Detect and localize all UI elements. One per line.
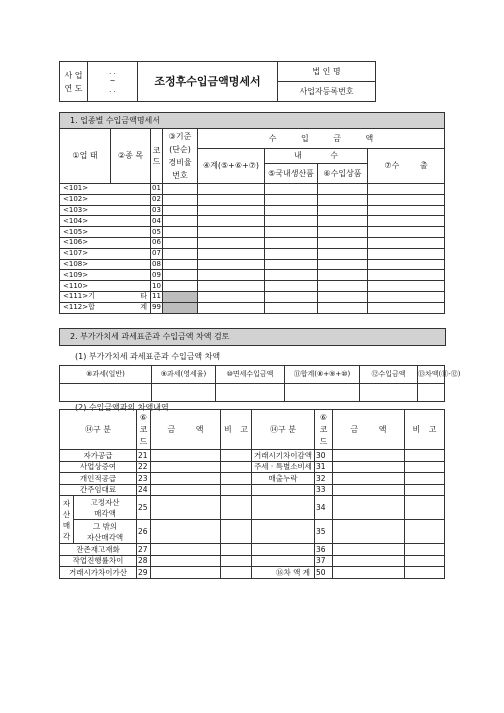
left-amount-cell[interactable]: [151, 473, 221, 485]
domestic-amount-cell[interactable]: [265, 184, 318, 195]
left-amount-cell[interactable]: [151, 484, 221, 496]
right-code: 36: [315, 544, 333, 556]
section2-title: 2. 부가가치세 과세표준과 수입금액 차액 검토: [59, 328, 446, 346]
right-note-cell[interactable]: [405, 567, 445, 579]
left-code: 28: [137, 555, 151, 567]
biz-year-label: 사 업 연 도: [60, 62, 88, 102]
right-amount-cell[interactable]: [333, 567, 405, 579]
right-note-cell[interactable]: [405, 450, 445, 462]
standard-rate-cell[interactable]: [163, 270, 198, 281]
imported-amount-cell[interactable]: [318, 248, 368, 259]
right-category: 매출누락: [252, 473, 315, 485]
difference-table: [59, 409, 445, 579]
domestic-amount-cell[interactable]: [265, 237, 318, 248]
right-category: [252, 520, 315, 544]
domestic-header: 내 수: [265, 149, 368, 164]
standard-rate-cell[interactable]: [163, 237, 198, 248]
total-amount-cell[interactable]: [198, 259, 265, 270]
right-amount-cell[interactable]: [333, 555, 405, 567]
col-export: ⑦수 출: [368, 149, 445, 184]
left-note-cell[interactable]: [221, 544, 252, 556]
difference-row: [60, 496, 445, 520]
standard-rate-cell[interactable]: [163, 216, 198, 227]
difference-row: [60, 544, 445, 556]
left-amount-cell[interactable]: [151, 461, 221, 473]
industry-row-label: <110>: [60, 281, 151, 292]
vat-col-head: ⑪합계(⑧+⑨+⑩): [285, 366, 360, 384]
left-category: 개인적공급: [60, 473, 137, 485]
left-category: 잔존재고재화: [60, 544, 137, 556]
industry-row-label: <102>: [60, 194, 151, 205]
export-amount-cell[interactable]: [368, 291, 445, 302]
right-code: 32: [315, 473, 333, 485]
vat-value-cell[interactable]: [152, 384, 216, 402]
imported-amount-cell[interactable]: [318, 194, 368, 205]
left-code-head: ⑥ 코 드: [137, 410, 151, 450]
standard-rate-cell[interactable]: [163, 227, 198, 238]
right-category: 거래시기차이감액: [252, 450, 315, 462]
export-amount-cell[interactable]: [368, 194, 445, 205]
right-category: [252, 544, 315, 556]
right-note-cell[interactable]: [405, 473, 445, 485]
right-amount-cell[interactable]: [333, 544, 405, 556]
industry-row-label: <106>: [60, 237, 151, 248]
export-amount-cell[interactable]: [368, 184, 445, 195]
industry-row-label: <103>: [60, 205, 151, 216]
right-amount-cell[interactable]: [333, 520, 405, 544]
difference-row: [60, 473, 445, 485]
right-amount-cell[interactable]: [333, 496, 405, 520]
total-amount-cell[interactable]: [198, 184, 265, 195]
industry-row-code: 02: [152, 195, 161, 204]
left-note-cell[interactable]: [221, 461, 252, 473]
right-note-head: 비 고: [405, 410, 445, 450]
left-code: 29: [137, 567, 151, 579]
export-amount-cell[interactable]: [368, 216, 445, 227]
domestic-amount-cell[interactable]: [265, 291, 318, 302]
right-category: 주세 · 특별소비세: [252, 461, 315, 473]
imported-amount-cell[interactable]: [318, 291, 368, 302]
left-note-cell[interactable]: [221, 484, 252, 496]
difference-row: [60, 555, 445, 567]
industry-row: [60, 291, 445, 302]
left-amount-cell[interactable]: [151, 450, 221, 462]
difference-row: [60, 484, 445, 496]
left-code: 26: [137, 520, 151, 544]
industry-row: [60, 237, 445, 248]
left-note-head: 비 고: [221, 410, 252, 450]
col-standard-rate: ③기준 (단순) 경비율 번호: [163, 129, 198, 184]
total-amount-cell[interactable]: [198, 281, 265, 292]
total-amount-cell[interactable]: [198, 205, 265, 216]
total-amount-cell[interactable]: [198, 194, 265, 205]
right-category: [252, 496, 315, 520]
header-table: [59, 61, 376, 102]
right-note-cell[interactable]: [405, 484, 445, 496]
difference-row: [60, 450, 445, 462]
left-code: 23: [137, 473, 151, 485]
vat-value-cell[interactable]: [418, 384, 445, 402]
right-code: 34: [315, 496, 333, 520]
vat-value-cell[interactable]: [285, 384, 360, 402]
corp-name-label: 법 인 명: [278, 62, 376, 82]
col-total: ④계(⑤+⑥+⑦): [198, 149, 265, 184]
industry-row-code: 03: [152, 205, 161, 214]
vat-col-head: ⑨과세(영세율): [152, 366, 216, 384]
industry-row-code: 99: [152, 303, 161, 312]
left-amount-cell[interactable]: [151, 544, 221, 556]
standard-rate-cell: [163, 302, 198, 313]
section2-subtitle-1: (1) 부가가치세 과세표준과 수입금액 차액: [75, 352, 221, 361]
domestic-amount-cell[interactable]: [265, 227, 318, 238]
right-code: 30: [315, 450, 333, 462]
domestic-amount-cell[interactable]: [265, 281, 318, 292]
imported-amount-cell[interactable]: [318, 216, 368, 227]
export-amount-cell[interactable]: [368, 302, 445, 313]
right-note-cell[interactable]: [405, 461, 445, 473]
left-code: 22: [137, 461, 151, 473]
left-note-cell[interactable]: [221, 555, 252, 567]
right-note-cell[interactable]: [405, 555, 445, 567]
imported-amount-cell[interactable]: [318, 237, 368, 248]
industry-row-label: <105>: [60, 227, 151, 238]
standard-rate-cell[interactable]: [163, 281, 198, 292]
right-category: ⑯차 액 계: [252, 567, 315, 579]
left-note-cell[interactable]: [221, 496, 252, 520]
left-category: 간주임대료: [60, 484, 137, 496]
standard-rate-cell: [163, 291, 198, 302]
right-amount-cell[interactable]: [333, 473, 405, 485]
right-amount-head: 금 액: [333, 410, 405, 450]
left-note-cell[interactable]: [221, 473, 252, 485]
industry-row-code: 10: [152, 281, 161, 290]
period-cell[interactable]: . . ~ . .: [88, 62, 138, 102]
industry-row-label: <111>기 타: [60, 291, 151, 302]
industry-row: [60, 281, 445, 292]
industry-row: [60, 227, 445, 238]
right-code: 50: [315, 567, 333, 579]
standard-rate-cell[interactable]: [163, 184, 198, 195]
industry-row: [60, 302, 445, 313]
right-amount-cell[interactable]: [333, 450, 405, 462]
industry-row: [60, 205, 445, 216]
left-category: 그 밖의 자산매각액: [74, 520, 137, 544]
imported-amount-cell[interactable]: [318, 270, 368, 281]
left-category-head: ⑭구 분: [60, 410, 137, 450]
domestic-amount-cell[interactable]: [265, 216, 318, 227]
industry-row-code: 05: [152, 227, 161, 236]
left-category: 자가공급: [60, 450, 137, 462]
right-category-head: ⑭구 분: [252, 410, 315, 450]
revenue-header: 수 입 금 액: [198, 129, 445, 149]
left-note-cell[interactable]: [221, 567, 252, 579]
export-amount-cell[interactable]: [368, 205, 445, 216]
left-code: 24: [137, 484, 151, 496]
total-amount-cell[interactable]: [198, 291, 265, 302]
right-code: 37: [315, 555, 333, 567]
industry-row-label: <112>합 계: [60, 302, 151, 313]
left-category: 작업진행률차이: [60, 555, 137, 567]
industry-row: [60, 270, 445, 281]
difference-row: [60, 520, 445, 544]
domestic-amount-cell[interactable]: [265, 248, 318, 259]
imported-amount-cell[interactable]: [318, 205, 368, 216]
section1-table: [59, 112, 445, 314]
right-note-cell[interactable]: [405, 496, 445, 520]
industry-row: [60, 194, 445, 205]
total-amount-cell[interactable]: [198, 302, 265, 313]
industry-row-label: <108>: [60, 259, 151, 270]
section2-subtitle-2: (2) 수입금액과의 차액내역: [75, 403, 169, 412]
domestic-amount-cell[interactable]: [265, 270, 318, 281]
export-amount-cell[interactable]: [368, 259, 445, 270]
left-amount-cell[interactable]: [151, 555, 221, 567]
industry-row-code: 08: [152, 259, 161, 268]
col-item: ②종 목: [111, 129, 151, 184]
right-code-head: ⑥ 코 드: [315, 410, 333, 450]
right-category: [252, 555, 315, 567]
left-amount-cell[interactable]: [151, 567, 221, 579]
col-domestic-goods: ⑤국내생산품: [265, 164, 318, 184]
domestic-amount-cell[interactable]: [265, 205, 318, 216]
vat-col-head: ⑫수입금액: [360, 366, 418, 384]
domestic-amount-cell[interactable]: [265, 259, 318, 270]
industry-row-code: 06: [152, 238, 161, 247]
industry-row-code: 01: [152, 184, 161, 193]
export-amount-cell[interactable]: [368, 248, 445, 259]
imported-amount-cell[interactable]: [318, 302, 368, 313]
right-amount-cell[interactable]: [333, 461, 405, 473]
industry-row: [60, 248, 445, 259]
left-category: 고정자산 매각액: [74, 496, 137, 520]
industry-row-label: <109>: [60, 270, 151, 281]
industry-row: [60, 216, 445, 227]
domestic-amount-cell[interactable]: [265, 194, 318, 205]
total-amount-cell[interactable]: [198, 237, 265, 248]
left-note-cell[interactable]: [221, 450, 252, 462]
form-title: 조정후수입금액명세서: [138, 62, 278, 102]
export-amount-cell[interactable]: [368, 227, 445, 238]
col-industry: ①업 태: [60, 129, 111, 184]
left-amount-cell[interactable]: [151, 496, 221, 520]
left-code: 25: [137, 496, 151, 520]
industry-row-code: 11: [152, 292, 161, 301]
left-amount-cell[interactable]: [151, 520, 221, 544]
total-amount-cell[interactable]: [198, 216, 265, 227]
vat-col-head: ⑩면세수입금액: [216, 366, 285, 384]
domestic-amount-cell[interactable]: [265, 302, 318, 313]
section1-title: 1. 업종별 수입금액명세서: [60, 113, 445, 129]
right-category: [252, 484, 315, 496]
left-code: 27: [137, 544, 151, 556]
industry-row-code: 09: [152, 270, 161, 279]
vat-value-cell[interactable]: [216, 384, 285, 402]
difference-row: [60, 567, 445, 579]
imported-amount-cell[interactable]: [318, 281, 368, 292]
export-amount-cell[interactable]: [368, 237, 445, 248]
right-note-cell[interactable]: [405, 520, 445, 544]
industry-row-label: <101>: [60, 184, 151, 195]
left-amount-head: 금 액: [151, 410, 221, 450]
imported-amount-cell[interactable]: [318, 227, 368, 238]
vat-value-cell[interactable]: [360, 384, 418, 402]
left-note-cell[interactable]: [221, 520, 252, 544]
standard-rate-cell[interactable]: [163, 248, 198, 259]
total-amount-cell[interactable]: [198, 270, 265, 281]
standard-rate-cell[interactable]: [163, 194, 198, 205]
vat-value-cell[interactable]: [60, 384, 152, 402]
left-code: 21: [137, 450, 151, 462]
right-note-cell[interactable]: [405, 544, 445, 556]
left-category: 사업상증여: [60, 461, 137, 473]
industry-row-label: <107>: [60, 248, 151, 259]
right-amount-cell[interactable]: [333, 484, 405, 496]
difference-row: [60, 461, 445, 473]
right-code: 35: [315, 520, 333, 544]
asset-sale-group-label: 자 산 매 각: [60, 496, 74, 544]
vat-col-head: ⑬차액(⑪-⑫): [418, 366, 445, 384]
export-amount-cell[interactable]: [368, 281, 445, 292]
right-code: 33: [315, 484, 333, 496]
standard-rate-cell[interactable]: [163, 205, 198, 216]
total-amount-cell[interactable]: [198, 248, 265, 259]
biz-reg-no-label: 사업자등록번호: [278, 82, 376, 102]
industry-row-code: 04: [152, 216, 161, 225]
col-code: 코 드: [151, 129, 163, 184]
right-code: 31: [315, 461, 333, 473]
industry-row-code: 07: [152, 249, 161, 258]
total-amount-cell[interactable]: [198, 227, 265, 238]
imported-amount-cell[interactable]: [318, 259, 368, 270]
imported-amount-cell[interactable]: [318, 184, 368, 195]
standard-rate-cell[interactable]: [163, 259, 198, 270]
export-amount-cell[interactable]: [368, 270, 445, 281]
industry-row-label: <104>: [60, 216, 151, 227]
col-imported-goods: ⑥수입상품: [318, 164, 368, 184]
industry-row: [60, 184, 445, 195]
industry-row: [60, 259, 445, 270]
left-category: 거래시가차이가산: [60, 567, 137, 579]
vat-col-head: ⑧과세(일반): [60, 366, 152, 384]
vat-table: [59, 365, 461, 402]
